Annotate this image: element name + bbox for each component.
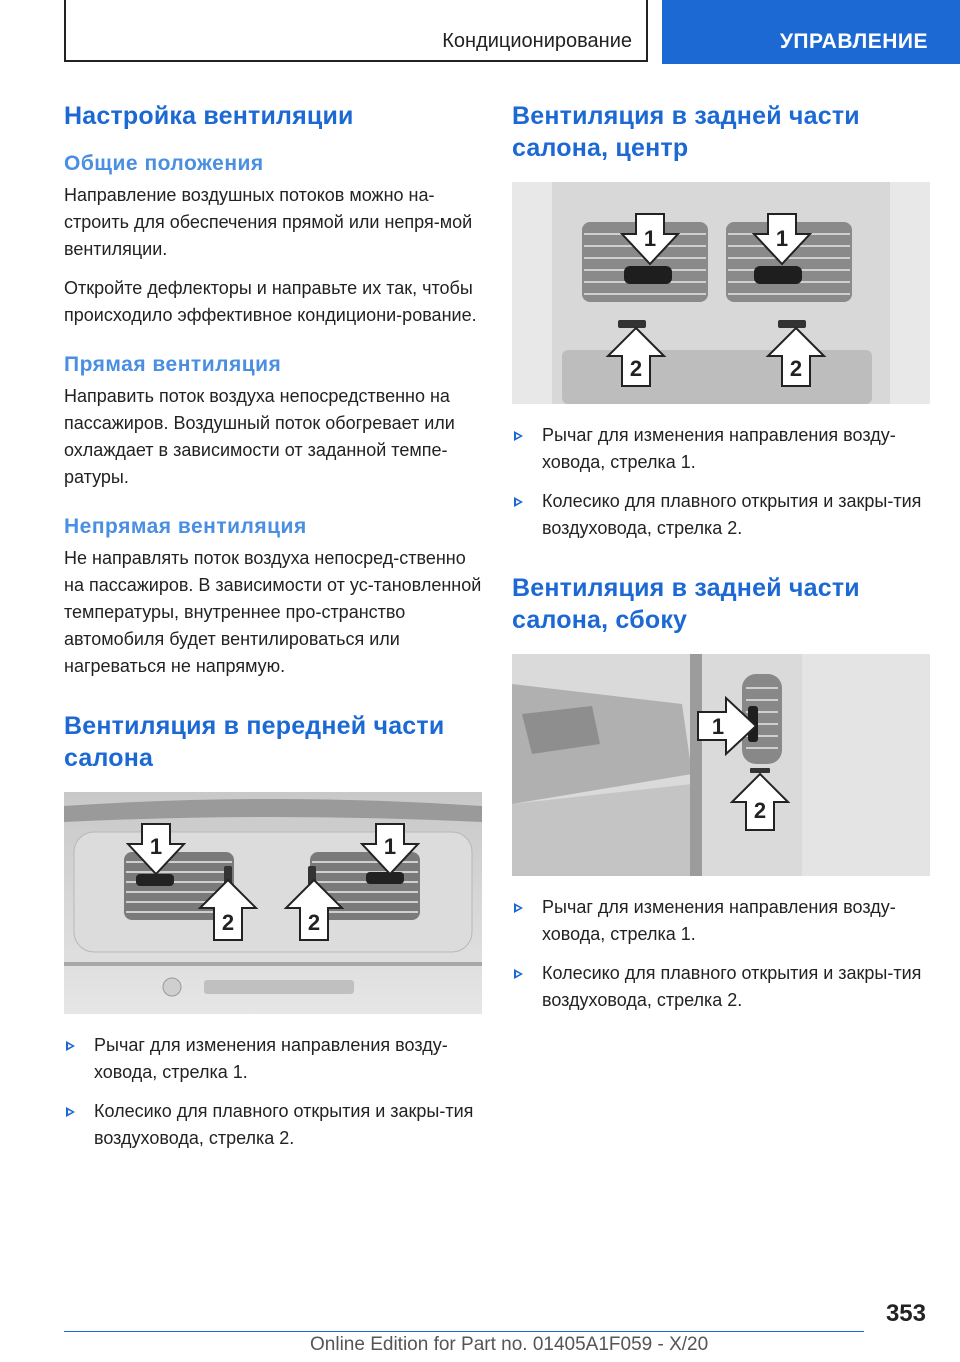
footer-edition: Online Edition for Part no. 01405A1F059 - X/20 [310, 1334, 709, 1355]
callout-side-2: 2 [753, 798, 767, 823]
page-number: 353 [885, 1300, 926, 1327]
triangle-bullet-icon [66, 1107, 75, 1117]
left-column [64, 100, 482, 1164]
general-paragraph-2: Откройте дефлекторы и направьте их так, чтобы происходило эффективное кондициони-рование. [64, 278, 477, 325]
direct-paragraph: Направить поток воздуха непосредственно на пассажиров. Воздушный поток обогревает или охлаждает в зависимости от заданной темпе-ратуры. [64, 386, 455, 487]
callout-center-1-right: 1 [775, 226, 789, 251]
section-title: УПРАВЛЕНИЕ [779, 30, 928, 53]
header-section-tab [662, 0, 960, 64]
callout-front-2-left: 2 [221, 910, 235, 935]
callout-side-1: 1 [711, 714, 725, 739]
heading-direct: Прямая вентиляция [64, 353, 282, 376]
list-item: Рычаг для изменения направления возду-ховода, стрелка 1. [64, 1032, 482, 1086]
callout-front-1-left: 1 [149, 834, 163, 859]
callout-center-2-right: 2 [789, 356, 803, 381]
title-ventilation-settings: Настройка вентиляции [64, 102, 354, 130]
header-chapter-box [64, 0, 648, 62]
title-rear-side-ventilation: Вентиляция в задней части салона, сбоку [512, 574, 860, 634]
callout-front-2-right: 2 [307, 910, 321, 935]
list-item: Колесико для плавного открытия и закры-тия воздуховода, стрелка 2. [512, 488, 930, 542]
triangle-bullet-icon [514, 431, 523, 441]
triangle-bullet-icon [514, 497, 523, 507]
triangle-bullet-icon [514, 969, 523, 979]
right-column [512, 100, 930, 1026]
triangle-bullet-icon [66, 1041, 75, 1051]
title-front-ventilation: Вентиляция в передней части салона [64, 712, 445, 772]
rear-center-list [512, 422, 930, 542]
list-item: Рычаг для изменения направления возду-ховода, стрелка 1. [512, 422, 930, 476]
rear-center-vents-photo [512, 182, 930, 404]
heading-indirect: Непрямая вентиляция [64, 515, 307, 538]
indirect-paragraph: Не направлять поток воздуха непосред-ственно на пассажиров. В зависимости от ус-тановленной температуры, внутреннее про-странство автомобиля будет вентилироваться или нагреваться не напрямую. [64, 548, 482, 676]
heading-general: Общие положения [64, 152, 264, 175]
callout-center-1-left: 1 [643, 226, 657, 251]
triangle-bullet-icon [514, 903, 523, 913]
front-vents-photo [64, 792, 482, 1014]
chapter-title: Кондиционирование [442, 30, 632, 52]
list-item: Колесико для плавного открытия и закры-тия воздуховода, стрелка 2. [64, 1098, 482, 1152]
title-rear-center-ventilation: Вентиляция в задней части салона, центр [512, 102, 860, 162]
footer-divider [64, 1331, 864, 1332]
front-vents-list [64, 1032, 482, 1152]
list-item: Колесико для плавного открытия и закры-тия воздуховода, стрелка 2. [512, 960, 930, 1014]
rear-side-vents-photo [512, 654, 930, 876]
general-paragraph-1: Направление воздушных потоков можно на-строить для обеспечения прямой или непря-мой вентиляции. [64, 185, 473, 259]
list-item: Рычаг для изменения направления возду-ховода, стрелка 1. [512, 894, 930, 948]
rear-side-list [512, 894, 930, 1014]
callout-front-1-right: 1 [383, 834, 397, 859]
callout-center-2-left: 2 [629, 356, 643, 381]
